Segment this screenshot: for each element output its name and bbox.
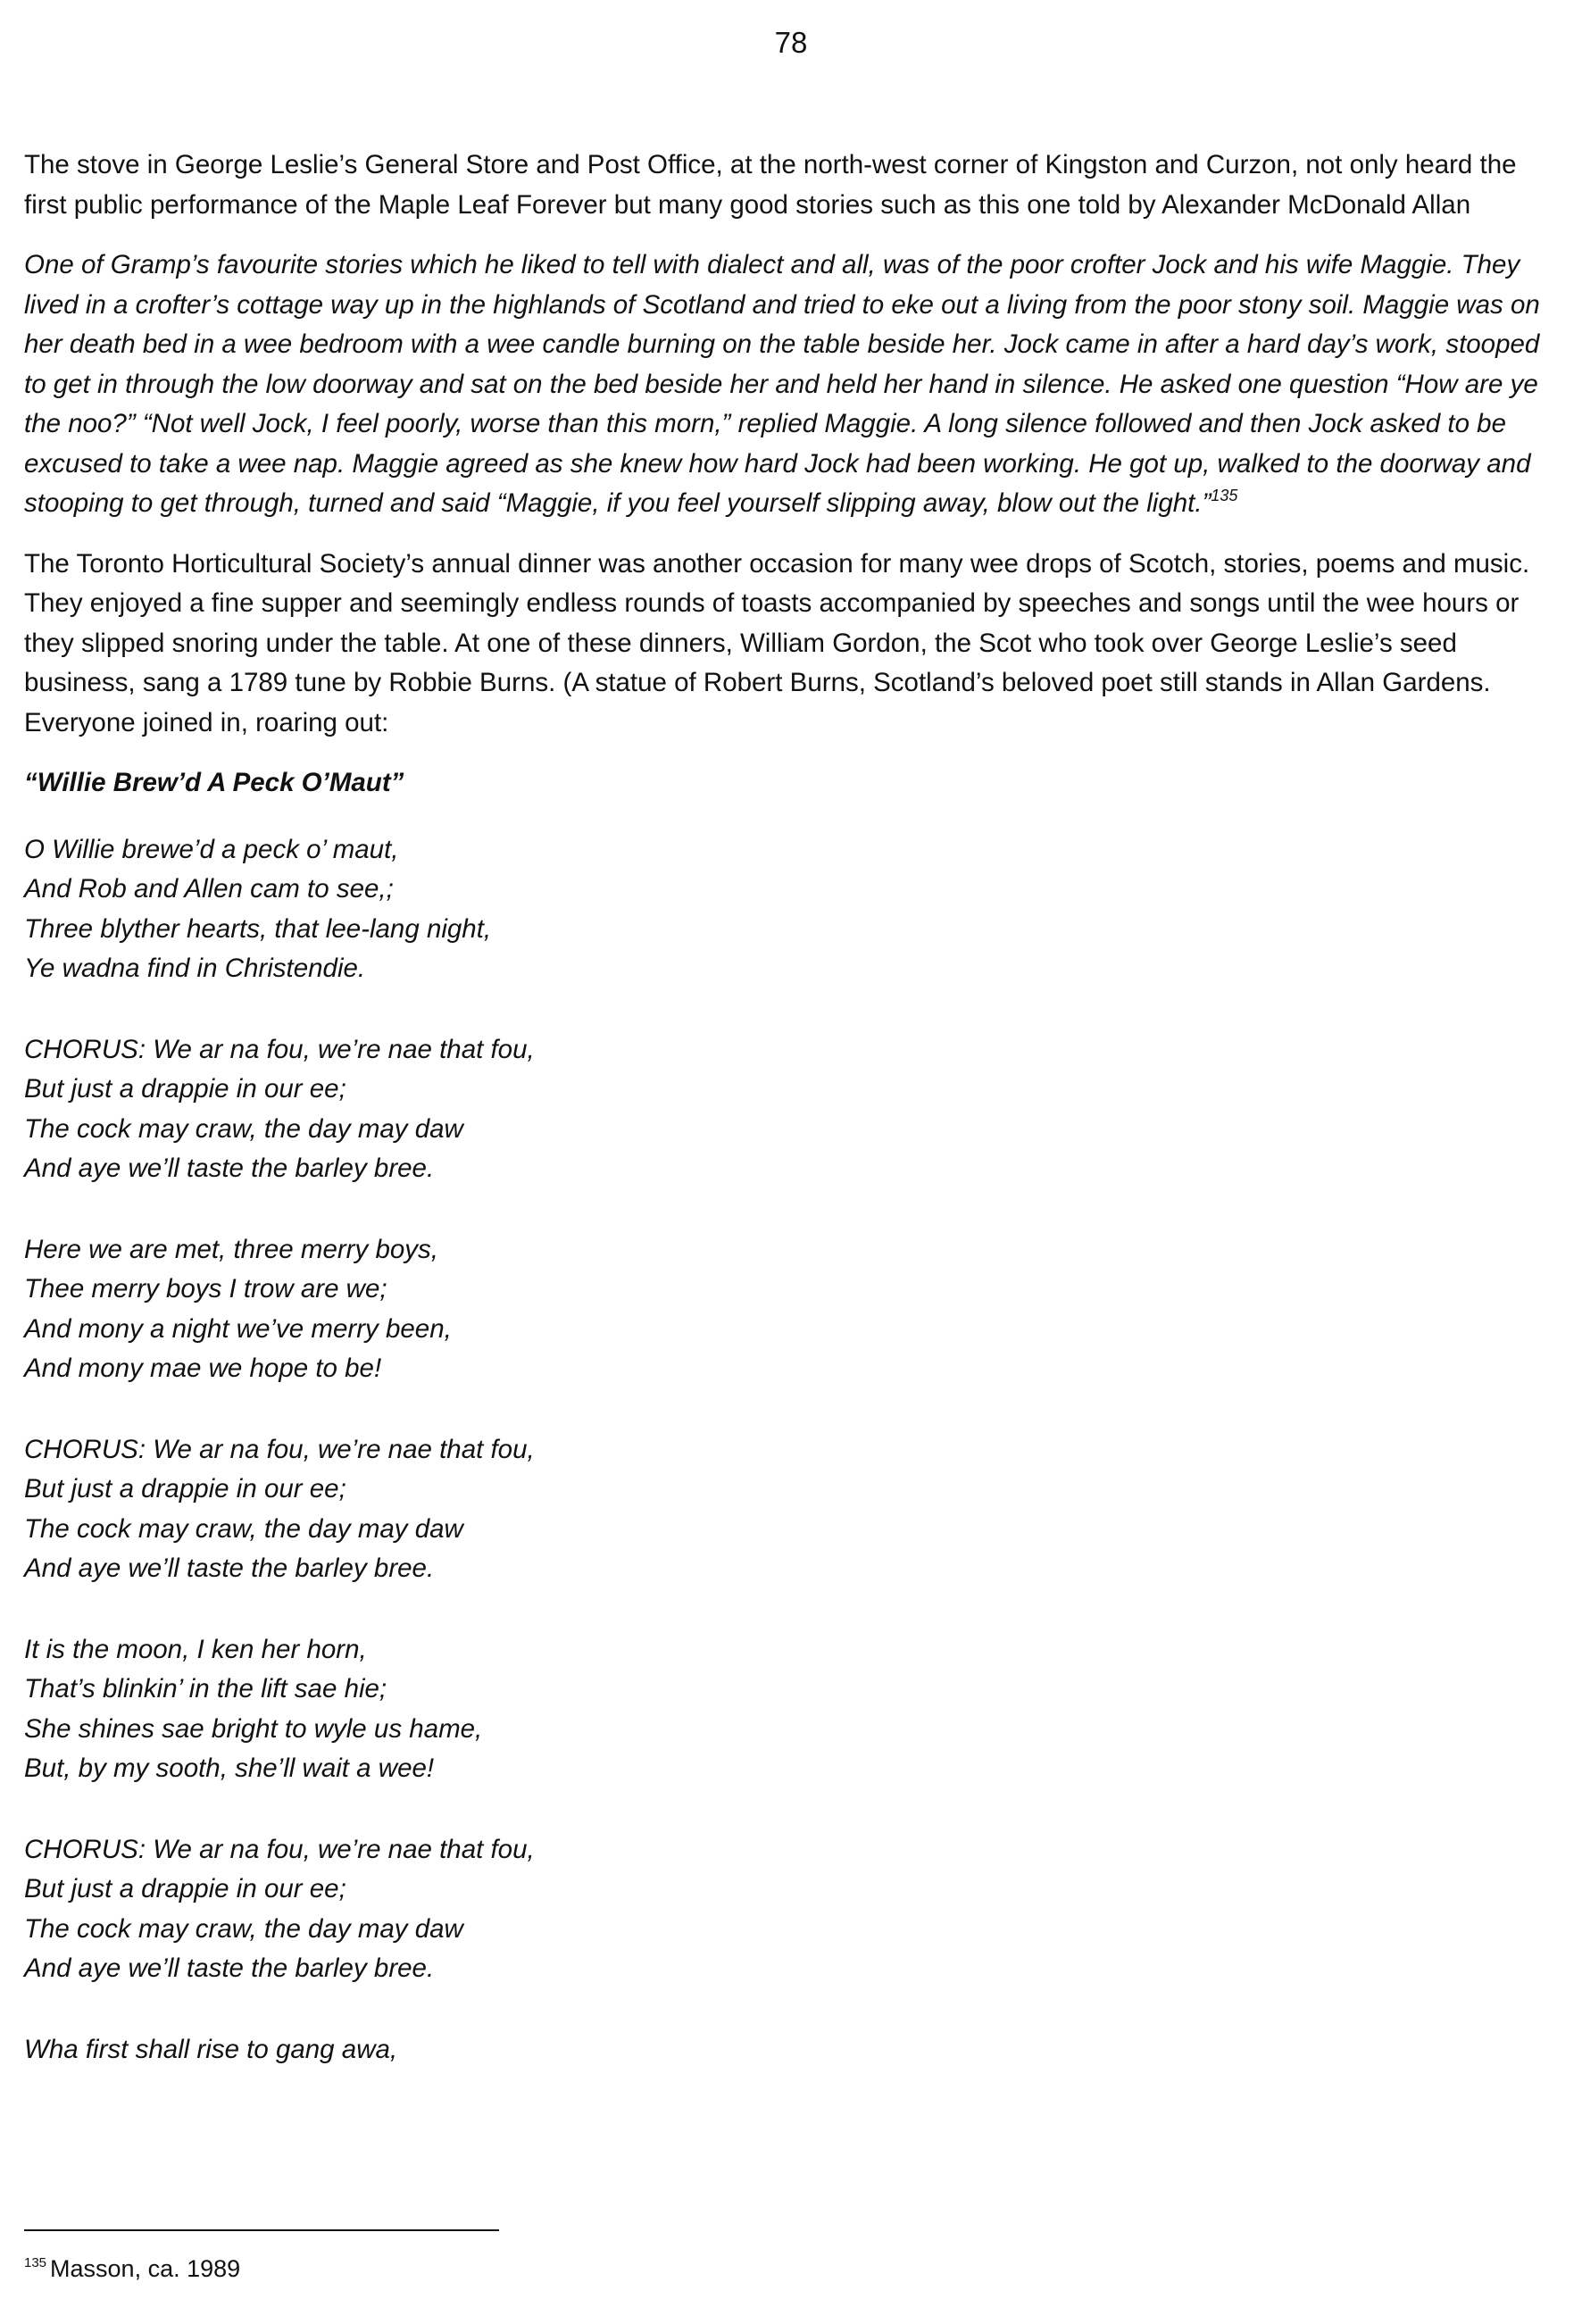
verse-line: Thee merry boys I trow are we; <box>24 1274 387 1304</box>
song-lyrics <box>24 830 1555 2070</box>
chorus-line: The cock may craw, the day may daw <box>24 1113 463 1144</box>
page-body <box>24 146 1555 2111</box>
verse-line: That’s blinkin’ in the lift sae hie; <box>24 1674 387 1703</box>
footnote-separator <box>24 2229 499 2231</box>
verse-line: She shines sae bright to wyle us hame, <box>24 1713 483 1744</box>
verse-line: Ye wadna find in Christendie. <box>24 954 366 983</box>
chorus-line: But just a drappie in our ee; <box>24 1474 346 1504</box>
paragraph-horticultural-dinner: The Toronto Horticultural Society’s annual dinner was another occasion for many wee drops of Scotch, stories, poems and music. They enjoyed a fine supper and seemingly endless rounds of toasts accompanied by speeches and songs until the wee hours or they slipped snoring under the table. At one of these dinners, William Gordon, the Scot who took over George Leslie’s seed business, sang a 1789 tune by Robbie Burns. (A statue of Robert Burns, Scotland’s beloved poet still stands in Allan Gardens. Everyone joined in, roaring out: <box>24 548 1530 737</box>
verse-line: It is the moon, I ken her horn, <box>24 1634 367 1664</box>
verse-4 <box>24 2030 1555 2070</box>
chorus-line: And aye we’ll taste the barley bree. <box>24 1953 435 1983</box>
chorus-line: But just a drappie in our ee; <box>24 1874 346 1903</box>
paragraph-store-intro: The stove in George Leslie’s General Store and Post Office, at the north-west corner of Kingston and Curzon, not only heard the first public performance of the Maple Leaf Forever but many good stories such as this one told by Alexander McDonald Allan <box>24 150 1517 220</box>
chorus-line: And aye we’ll taste the barley bree. <box>24 1154 435 1183</box>
verse-line: And mony a night we’ve merry been, <box>24 1313 452 1344</box>
verse-line: Three blyther hearts, that lee-lang night, <box>24 913 492 944</box>
verse-line: Here we are met, three merry boys, <box>24 1234 438 1264</box>
chorus-1 <box>24 1030 1555 1189</box>
footnote-mark: 135 <box>24 2255 47 2270</box>
page-number: 78 <box>774 26 808 59</box>
verse-line: Wha first shall rise to gang awa, <box>24 2034 398 2064</box>
chorus-line: But just a drappie in our ee; <box>24 1074 346 1104</box>
chorus-line: And aye we’ll taste the barley bree. <box>24 1553 435 1583</box>
footnote-reference[interactable]: 135 <box>1211 487 1238 504</box>
chorus-line: CHORUS: We ar na fou, we’re nae that fou, <box>24 1434 535 1464</box>
chorus-2 <box>24 1430 1555 1589</box>
verse-1 <box>24 830 1555 989</box>
verse-3 <box>24 1630 1555 1789</box>
chorus-line: The cock may craw, the day may daw <box>24 1513 463 1544</box>
footnote-text: Masson, ca. 1989 <box>50 2255 241 2282</box>
paragraph-gramp-story <box>24 246 1555 524</box>
verse-line: But, by my sooth, she’ll wait a wee! <box>24 1753 435 1783</box>
chorus-3 <box>24 1830 1555 1989</box>
chorus-line: CHORUS: We ar na fou, we’re nae that fou, <box>24 1034 535 1064</box>
verse-line: And Rob and Allen cam to see,; <box>24 874 394 904</box>
chorus-line: CHORUS: We ar na fou, we’re nae that fou, <box>24 1834 535 1864</box>
gramp-story-text: One of Gramp’s favourite stories which he liked to tell with dialect and all, was of the poor crofter Jock and his wife Maggie. They lived in a crofter’s cottage way up in the highlands of Scotland and tried to eke out a living from the poor stony soil. Maggie was on her death bed in a wee bedroom with a wee candle burning on the table beside her. Jock came in after a hard day’s work, stooped to get in through the low doorway and sat on the bed beside her and held her hand in silence. He asked one question “How are ye the noo?” “Not well Jock, I feel poorly, worse than this morn,” replied Maggie. A long silence followed and then Jock asked to be excused to take a wee nap. Maggie agreed as she knew how hard Jock had been working. He got up, walked to the doorway and stooping to get through, turned and said “Maggie, if you feel yourself slipping away, blow out the light.” <box>24 250 1540 518</box>
verse-line: O Willie brewe’d a peck o’ maut, <box>24 834 399 864</box>
verse-2 <box>24 1230 1555 1389</box>
verse-line: And mony mae we hope to be! <box>24 1354 382 1383</box>
chorus-line: The cock may craw, the day may daw <box>24 1913 463 1944</box>
song-title: “Willie Brew’d A Peck O’Maut” <box>24 768 404 797</box>
footnote <box>24 2253 240 2284</box>
